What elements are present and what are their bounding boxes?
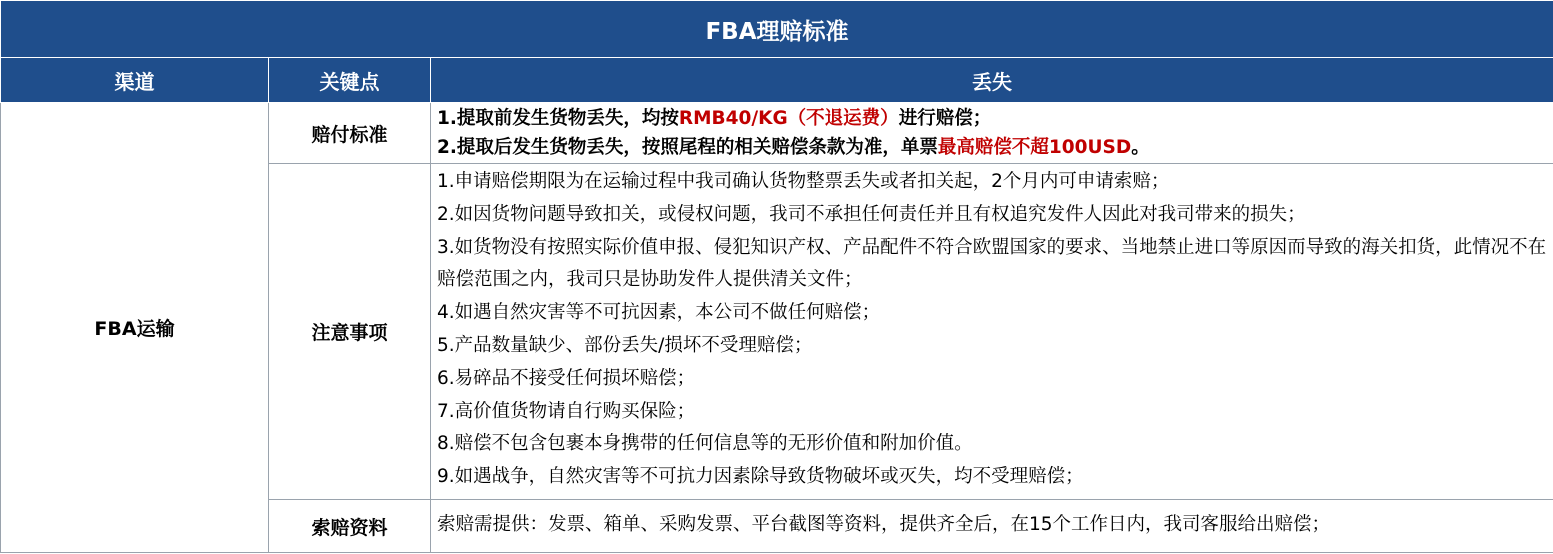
compensation-row — [1, 103, 1553, 164]
header-key-point: 关键点 — [269, 58, 431, 103]
claim-docs-label: 索赔资料 — [269, 500, 431, 553]
header-channel: 渠道 — [1, 58, 269, 103]
compensation-line-2-highlight: 最高赔偿不超100USD — [937, 137, 1132, 158]
compensation-line-1-text: 1.提取前发生货物丢失，均按 — [437, 108, 679, 129]
note-item: 8.赔偿不包含包裹本身携带的任何信息等的无形价值和附加价值。 — [437, 433, 973, 455]
compensation-label: 赔付标准 — [269, 103, 431, 164]
compensation-line-2-end: 。 — [1131, 137, 1150, 158]
header-row — [1, 58, 1553, 103]
note-item: 5.产品数量缺少、部份丢失/损坏不受理赔偿； — [437, 334, 813, 356]
compensation-line-2-text: 2.提取后发生货物丢失，按照尾程的相关赔偿条款为准，单票 — [437, 137, 938, 158]
claim-docs-content — [431, 500, 1553, 553]
compensation-line-2 — [437, 133, 1549, 162]
note-item: 6.易碎品不接受任何损坏赔偿； — [437, 367, 696, 389]
channel-cell: FBA运输 — [1, 103, 269, 553]
claim-docs-text: 索赔需提供：发票、箱单、采购发票、平台截图等资料，提供齐全后，在15个工作日内，我司客服给出赔偿； — [437, 514, 1331, 535]
header-loss: 丢失 — [431, 58, 1553, 103]
table-title: FBA理赔标准 — [1, 1, 1553, 58]
note-item: 1.申请赔偿期限为在运输过程中我司确认货物整票丢失或者扣关起，2个月内可申请索赔； — [437, 171, 1170, 192]
note-item: 3.如货物没有按照实际价值申报、侵犯知识产权、产品配件不符合欧盟国家的要求、当地禁止进口等原因而导致的海关扣货，此情况不在赔偿范围之内，我司只是协助发件人提供清关文件； — [437, 236, 1547, 291]
note-item: 7.高价值货物请自行购买保险； — [437, 400, 696, 422]
note-item: 2.如因货物问题导致扣关，或侵权问题，我司不承担任何责任并且有权追究发件人因此对我司带来的损失； — [437, 203, 1306, 225]
compensation-line-1-highlight: RMB40/KG（不退运费） — [678, 108, 899, 129]
notes-content — [431, 164, 1553, 500]
notes-label: 注意事项 — [269, 164, 431, 500]
compensation-line-1-end: 进行赔偿； — [898, 108, 992, 129]
compensation-line-1 — [437, 104, 1549, 133]
title-row — [1, 1, 1553, 58]
note-item: 9.如遇战争，自然灾害等不可抗力因素除导致货物破坏或灭失，均不受理赔偿； — [437, 466, 1084, 488]
note-item: 4.如遇自然灾害等不可抗因素，本公司不做任何赔偿； — [437, 302, 881, 324]
compensation-content — [431, 103, 1553, 164]
